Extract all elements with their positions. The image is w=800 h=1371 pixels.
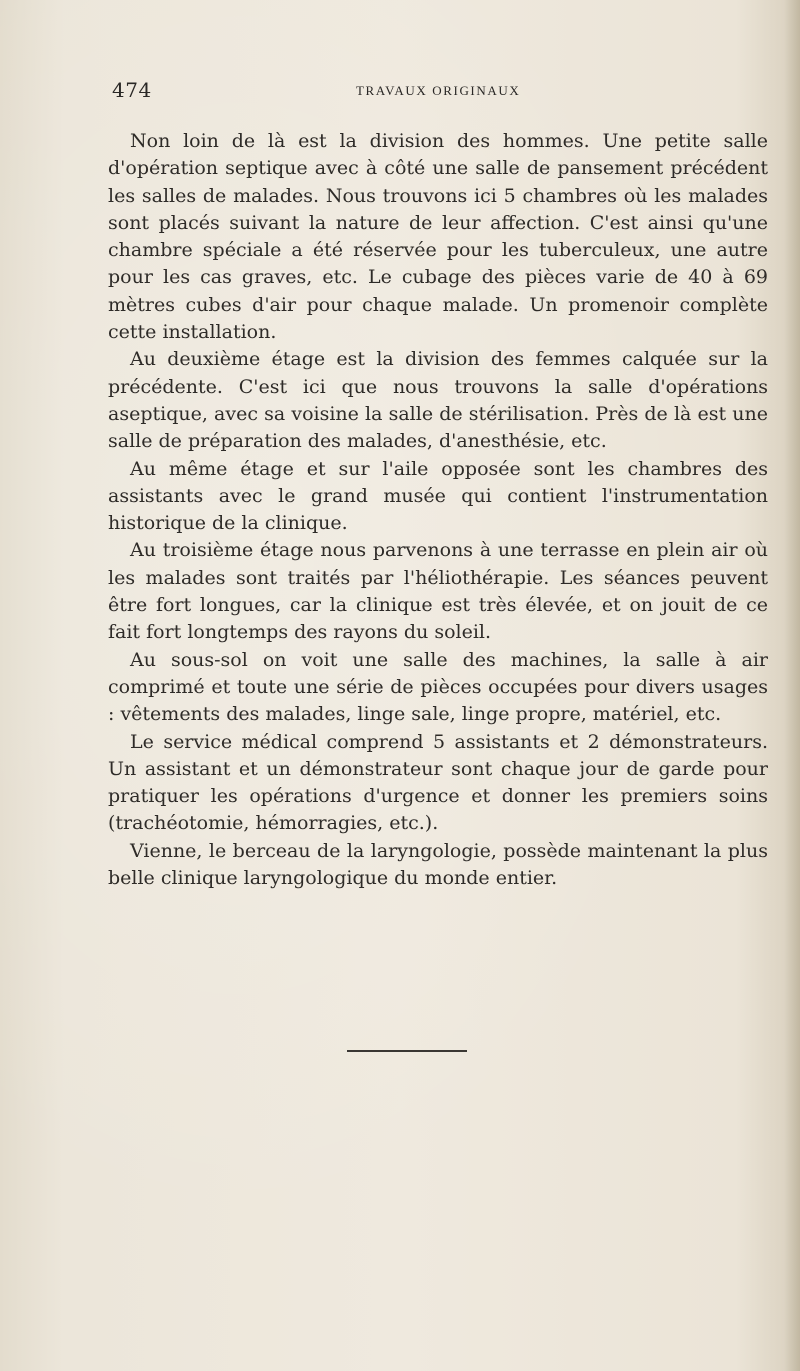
paragraph-third-floor-terrace: Au troisième étage nous parvenons à une terrasse en plein air où les malades sont traités par l'héliothérapie. Les séances peuvent être fort longues, car la clinique est très élevée, et on jouit de ce fait fort longtemps des rayons du soleil. bbox=[108, 539, 768, 644]
paragraph-basement: Au sous-sol on voit une salle des machines, la salle à air comprimé et toute une série de pièces occupées pour divers usages : vêtements des malades, linge sale, linge propre, matériel, etc. bbox=[108, 648, 768, 726]
section-end-rule bbox=[347, 1050, 467, 1052]
paragraph-conclusion: Vienne, le berceau de la laryngologie, possède maintenant la plus belle clinique laryngologique du monde entier. bbox=[108, 839, 768, 890]
paragraph-mens-division: Non loin de là est la division des hommes. Une petite salle d'opération septique avec à côté une salle de pansement précédent les salles de malades. Nous trouvons ici 5 chambres où les malades sont placés suivant la nature de leur affection. C'est ainsi qu'une chambre spéciale a été réservée pour les tuberculeux, une autre pour les cas graves, etc. Le cubage des pièces varie de 40 à 69 mètres cubes d'air pour chaque malade. Un promenoir complète cette installation. bbox=[108, 130, 768, 344]
page-number: 474 bbox=[112, 78, 152, 102]
running-title: TRAVAUX ORIGINAUX bbox=[356, 83, 521, 98]
paragraph-medical-service: Le service médical comprend 5 assistants et 2 démonstrateurs. Un assistant et un démonstrateur sont chaque jour de garde pour pratiquer les opérations d'urgence et donner les premiers soins (trachéotomie, hémorragies, etc.). bbox=[108, 730, 768, 835]
running-head bbox=[112, 78, 764, 108]
paragraph-assistants-rooms: Au même étage et sur l'aile opposée sont les chambres des assistants avec le grand musée qui contient l'instrumentation historique de la clinique. bbox=[108, 457, 768, 535]
body-text bbox=[108, 128, 768, 892]
paragraph-womens-division: Au deuxième étage est la division des femmes calquée sur la précédente. C'est ici que nous trouvons la salle d'opérations aseptique, avec sa voisine la salle de stérilisation. Près de là est une salle de préparation des malades, d'anesthésie, etc. bbox=[108, 348, 768, 453]
